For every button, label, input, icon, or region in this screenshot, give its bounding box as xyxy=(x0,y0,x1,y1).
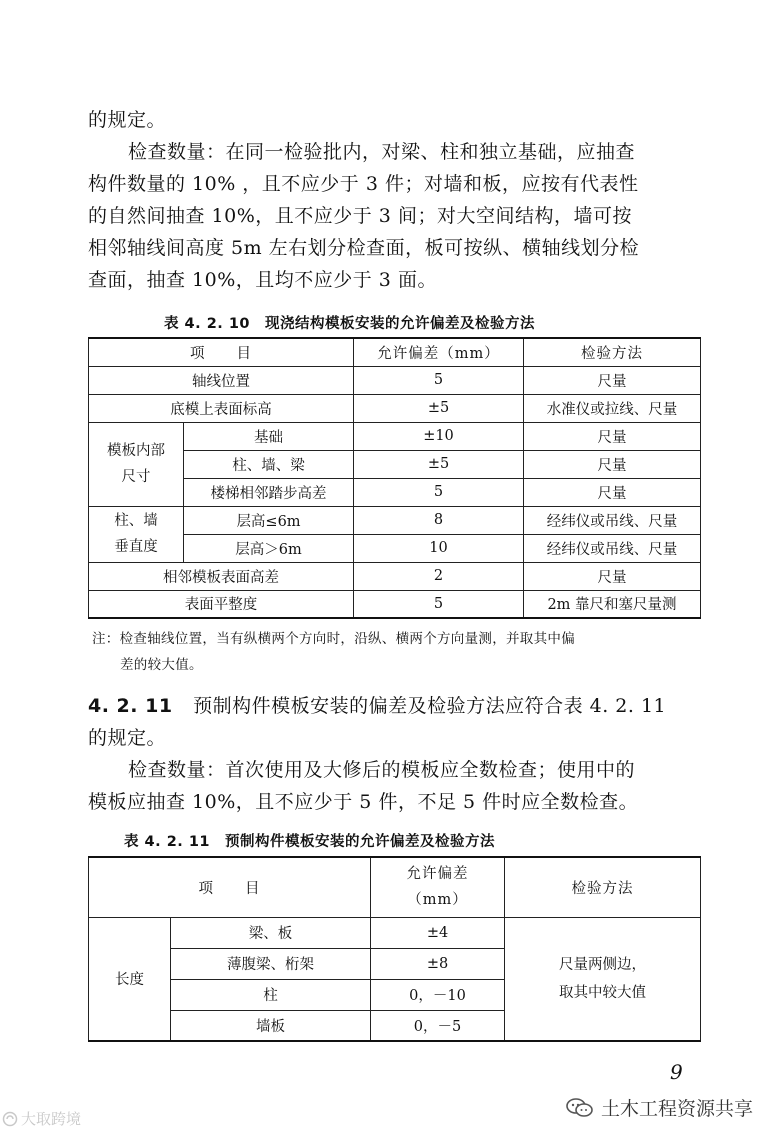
col-header-tolerance: 允许偏差（mm） xyxy=(354,338,524,366)
group-label-line: 垂直度 xyxy=(114,539,158,555)
section-quantity-line1: 检查数量：首次使用及大修后的模板应全数检查；使用中的 xyxy=(128,759,636,781)
header-line: 允许偏差 xyxy=(406,866,469,883)
paragraph-line: 构件数量的 10% ，且不应少于 3 件；对墙和板，应按有代表性 xyxy=(88,173,639,195)
sub-item-cell: 墙板 xyxy=(171,1010,371,1041)
method-cell: 水准仪或拉线、尺量 xyxy=(524,394,701,422)
table-row xyxy=(89,366,701,394)
table-row xyxy=(89,422,701,450)
sub-item-cell: 薄腹梁、桁架 xyxy=(171,948,371,979)
group-label-line: 尺寸 xyxy=(121,469,151,485)
section-quantity-line2: 模板应抽查 10%，且不应少于 5 件，不足 5 件时应全数检查。 xyxy=(88,791,639,813)
tolerance-cell: 8 xyxy=(354,506,524,534)
section-number: 4. 2. 11 xyxy=(88,695,173,717)
note-line: 差的较大值。 xyxy=(120,657,203,673)
page-number: 9 xyxy=(670,1060,683,1084)
tolerance-cell: 5 xyxy=(354,478,524,506)
col-header-method: 检验方法 xyxy=(524,338,701,366)
sub-item-cell: 基础 xyxy=(184,422,354,450)
table2-caption: 表 4. 2. 11 预制构件模板安装的允许偏差及检验方法 xyxy=(124,834,496,850)
tolerance-cell: ±10 xyxy=(354,422,524,450)
tolerance-cell: 0，－10 xyxy=(371,979,505,1010)
watermark-left-text: 大取跨境 xyxy=(21,1110,82,1128)
item-cell: 底模上表面标高 xyxy=(89,394,354,422)
tolerance-cell: 10 xyxy=(354,534,524,562)
section-text-line2: 的规定。 xyxy=(88,727,167,749)
group-label-line: 柱、墙 xyxy=(114,513,158,529)
tolerance-cell: ±8 xyxy=(371,948,505,979)
watermark-left xyxy=(2,1108,81,1129)
group-cell-verticality xyxy=(89,506,184,562)
method-cell: 2m 靠尺和塞尺量测 xyxy=(524,590,701,618)
intro-line xyxy=(88,104,708,136)
note-line: 注：检查轴线位置，当有纵横两个方向时，沿纵、横两个方向量测，并取其中偏 xyxy=(92,631,575,647)
method-cell: 尺量 xyxy=(524,478,701,506)
col-header-tolerance xyxy=(371,857,505,917)
item-cell: 表面平整度 xyxy=(89,590,354,618)
table-row xyxy=(89,590,701,618)
col-header-item: 项 目 xyxy=(89,857,371,917)
tolerance-cell: ±5 xyxy=(354,450,524,478)
paragraph-line: 检查数量：在同一检验批内，对梁、柱和独立基础，应抽查 xyxy=(128,141,636,163)
circle-logo-icon xyxy=(2,1111,18,1127)
sub-item-cell: 柱 xyxy=(171,979,371,1010)
col-header-method: 检验方法 xyxy=(505,857,701,917)
tolerance-cell: 0，－5 xyxy=(371,1010,505,1041)
sub-item-cell: 层高≤6m xyxy=(184,506,354,534)
paragraph-line: 相邻轴线间高度 5m 左右划分检查面，板可按纵、横轴线划分检 xyxy=(88,237,640,259)
table-row xyxy=(89,394,701,422)
sub-item-cell: 楼梯相邻踏步高差 xyxy=(184,478,354,506)
tolerance-cell: 2 xyxy=(354,562,524,590)
table2 xyxy=(88,856,701,1042)
sub-item-cell: 层高＞6m xyxy=(184,534,354,562)
intro-text: 的规定。 xyxy=(88,109,167,131)
method-cell: 尺量 xyxy=(524,366,701,394)
inspection-quantity-paragraph xyxy=(88,136,708,296)
method-cell: 尺量 xyxy=(524,562,701,590)
sub-item-cell: 柱、墙、梁 xyxy=(184,450,354,478)
table1 xyxy=(88,337,701,619)
tolerance-cell: 5 xyxy=(354,590,524,618)
section-text: 预制构件模板安装的偏差及检验方法应符合表 4. 2. 11 xyxy=(193,695,667,717)
tolerance-cell: ±4 xyxy=(371,917,505,948)
method-cell: 尺量 xyxy=(524,422,701,450)
method-cell: 经纬仪或吊线、尺量 xyxy=(524,534,701,562)
section-4-2-11 xyxy=(88,690,708,818)
table1-caption: 表 4. 2. 10 现浇结构模板安装的允许偏差及检验方法 xyxy=(164,316,536,332)
group-cell-internal-size xyxy=(89,422,184,506)
tolerance-cell: 5 xyxy=(354,366,524,394)
table-row xyxy=(89,917,701,948)
col-header-item: 项 目 xyxy=(89,338,354,366)
tolerance-cell: ±5 xyxy=(354,394,524,422)
sub-item-cell: 梁、板 xyxy=(171,917,371,948)
method-cell-merged xyxy=(505,917,701,1041)
item-cell: 相邻模板表面高差 xyxy=(89,562,354,590)
method-cell: 尺量 xyxy=(524,450,701,478)
watermark-right-text: 土木工程资源共享 xyxy=(601,1098,754,1120)
paragraph-line: 查面，抽查 10%，且均不应少于 3 面。 xyxy=(88,269,437,291)
group-label-line: 模板内部 xyxy=(107,443,165,459)
table1-note xyxy=(92,626,702,678)
table-row xyxy=(89,506,701,534)
header-line: （mm） xyxy=(407,892,468,909)
method-line: 取其中较大值 xyxy=(559,984,646,1001)
table-row xyxy=(89,562,701,590)
method-line: 尺量两侧边， xyxy=(559,956,646,973)
method-cell: 经纬仪或吊线、尺量 xyxy=(524,506,701,534)
group-cell-length: 长度 xyxy=(89,917,171,1041)
watermark-right xyxy=(565,1094,753,1121)
paragraph-line: 的自然间抽查 10%，且不应少于 3 间；对大空间结构，墙可按 xyxy=(88,205,632,227)
item-cell: 轴线位置 xyxy=(89,366,354,394)
wechat-icon xyxy=(565,1097,595,1119)
